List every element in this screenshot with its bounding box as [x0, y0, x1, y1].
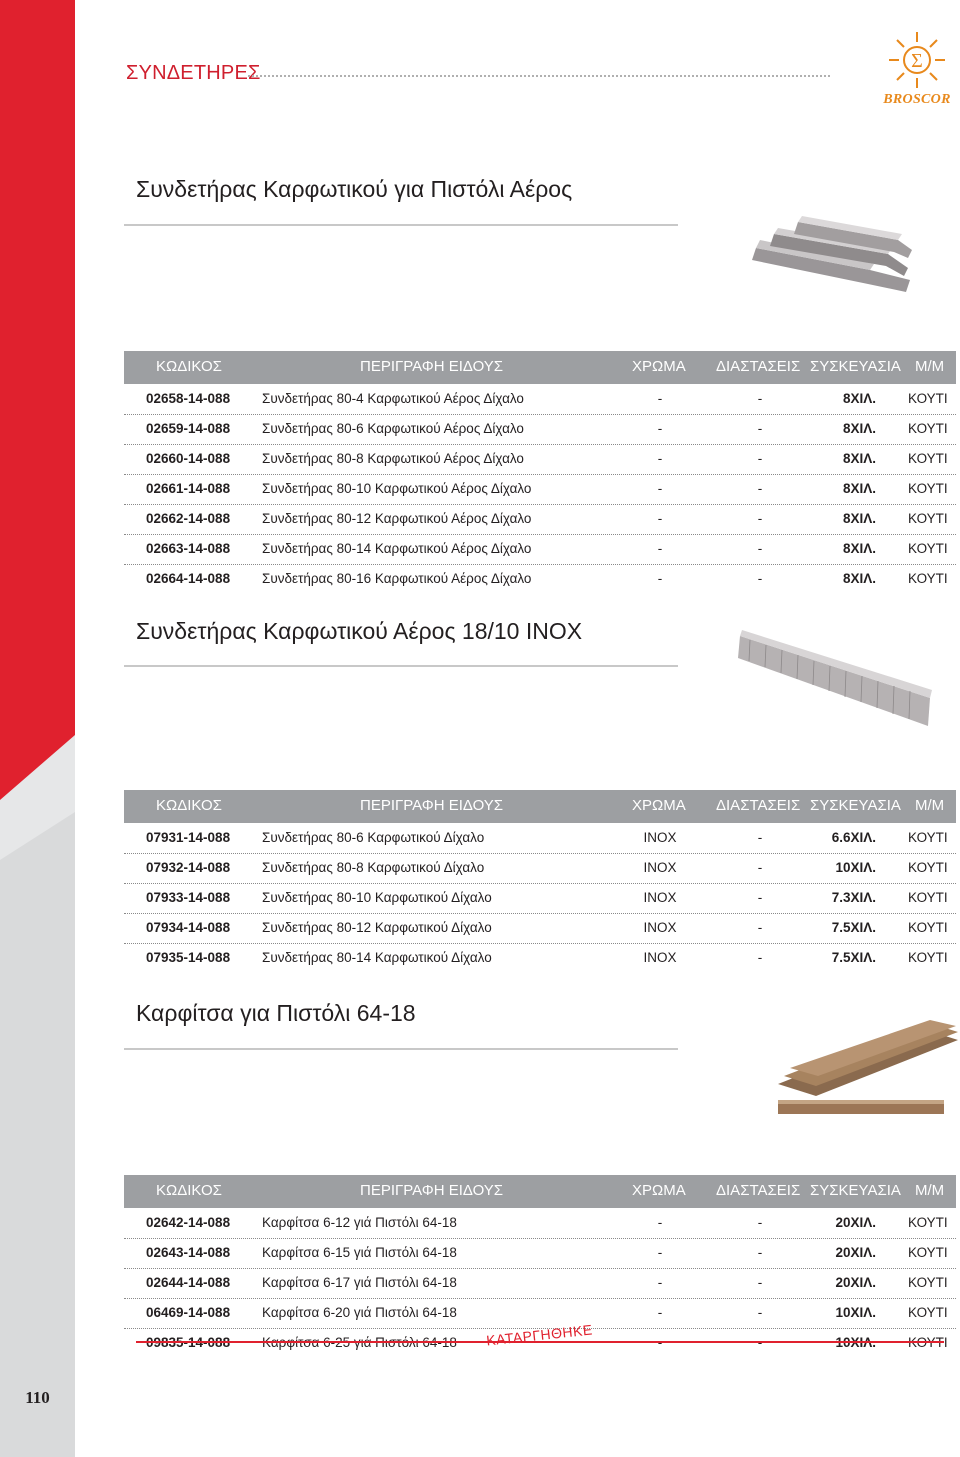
row-description: Συνδετήρας 80-8 Καρφωτικού Δίχαλο [262, 860, 485, 875]
logo-wordmark: BROSCOR [883, 92, 951, 107]
table-row [124, 823, 956, 853]
row-description: Καρφίτσα 6-15 γιά Πιστόλι 64-18 [262, 1245, 457, 1260]
row-dimensions: - [757, 1275, 763, 1290]
row-code: 07932-14-088 [146, 860, 231, 875]
col-unit: Μ/Μ [915, 797, 945, 814]
col-packaging: ΣΥΣΚΕΥΑΣΙΑ [810, 797, 901, 814]
table-row [124, 564, 956, 594]
row-dimensions: - [757, 860, 763, 875]
left-side-strip [0, 0, 75, 1457]
row-color: - [657, 541, 663, 556]
row-code: 02660-14-088 [146, 451, 231, 466]
table-row [124, 1208, 956, 1238]
table-row [124, 913, 956, 943]
category-title: ΣΥΝΔΕΤΗΡΕΣ [126, 62, 261, 84]
row-unit: ΚΟΥΤΙ [908, 391, 948, 406]
row-description: Συνδετήρας 80-10 Καρφωτικού Δίχαλο [262, 890, 492, 905]
row-unit: ΚΟΥΤΙ [908, 1305, 948, 1320]
row-code: 06469-14-088 [146, 1305, 231, 1320]
row-unit: ΚΟΥΤΙ [908, 950, 948, 965]
row-divider [124, 474, 956, 475]
row-packaging: 8ΧΙΛ. [842, 571, 876, 586]
row-description: Συνδετήρας 80-6 Καρφωτικού Δίχαλο [262, 830, 485, 845]
row-dimensions: - [757, 391, 763, 406]
row-unit: ΚΟΥΤΙ [908, 1275, 948, 1290]
row-unit: ΚΟΥΤΙ [908, 1335, 948, 1350]
row-description: Συνδετήρας 80-8 Καρφωτικού Αέρος Δίχαλο [262, 451, 524, 466]
row-description: Συνδετήρας 80-4 Καρφωτικού Αέρος Δίχαλο [262, 391, 524, 406]
row-divider [124, 853, 956, 854]
row-packaging: 8ΧΙΛ. [842, 541, 876, 556]
table-header [124, 351, 956, 384]
section-rule-3 [124, 1048, 678, 1050]
row-dimensions: - [757, 511, 763, 526]
row-unit: ΚΟΥΤΙ [908, 481, 948, 496]
row-dimensions: - [757, 1245, 763, 1260]
row-unit: ΚΟΥΤΙ [908, 511, 948, 526]
row-code: 07933-14-088 [146, 890, 231, 905]
row-description: Καρφίτσα 6-25 γιά Πιστόλι 64-18 [262, 1335, 457, 1350]
red-corner-band [0, 0, 75, 800]
col-description: ΠΕΡΙΓΡΑΦΗ ΕΙΔΟΥΣ [360, 1182, 504, 1199]
row-unit: ΚΟΥΤΙ [908, 571, 948, 586]
row-divider [124, 414, 956, 415]
row-description: Συνδετήρας 80-10 Καρφωτικού Αέρος Δίχαλο [262, 481, 532, 496]
section-rule-2 [124, 665, 678, 667]
row-divider [124, 444, 956, 445]
col-dimensions: ΔΙΑΣΤΑΣΕΙΣ [716, 358, 801, 375]
row-divider [124, 943, 956, 944]
row-divider [124, 1268, 956, 1269]
row-divider [124, 504, 956, 505]
row-unit: ΚΟΥΤΙ [908, 451, 948, 466]
col-packaging: ΣΥΣΚΕΥΑΣΙΑ [810, 358, 901, 375]
row-packaging: 8ΧΙΛ. [842, 481, 876, 496]
row-divider [124, 1298, 956, 1299]
row-code: 07935-14-088 [146, 950, 231, 965]
section-title-2: Συνδετήρας Καρφωτικού Αέρος 18/10 INOX [136, 618, 583, 644]
row-code: 02643-14-088 [146, 1245, 231, 1260]
row-unit: ΚΟΥΤΙ [908, 1215, 948, 1230]
row-code: 02642-14-088 [146, 1215, 231, 1230]
row-code: 09835-14-088 [146, 1335, 231, 1350]
row-dimensions: - [757, 920, 763, 935]
row-code: 07931-14-088 [146, 830, 231, 845]
row-color: - [657, 391, 663, 406]
row-code: 02661-14-088 [146, 481, 231, 496]
col-code: ΚΩΔΙΚΟΣ [156, 358, 222, 375]
row-dimensions: - [757, 1305, 763, 1320]
section-title-3: Καρφίτσα για Πιστόλι 64-18 [136, 1000, 416, 1026]
table-header [124, 1175, 956, 1208]
table-row [124, 943, 956, 973]
table-row [124, 883, 956, 913]
section-title-1: Συνδετήρας Καρφωτικού για Πιστόλι Αέρος [136, 176, 573, 202]
page-number: 110 [25, 1388, 50, 1407]
table-row [124, 1238, 956, 1268]
table-header [124, 790, 956, 823]
brad-nails-image [770, 1020, 960, 1120]
row-code: 02664-14-088 [146, 571, 231, 586]
row-packaging: 8ΧΙΛ. [842, 451, 876, 466]
row-unit: ΚΟΥΤΙ [908, 1245, 948, 1260]
row-packaging: 7.3ΧΙΛ. [831, 890, 876, 905]
table-row [124, 1298, 956, 1328]
table-row [124, 474, 956, 504]
col-color: ΧΡΩΜΑ [632, 1182, 686, 1199]
row-packaging: 8ΧΙΛ. [842, 421, 876, 436]
row-packaging: 7.5ΧΙΛ. [831, 950, 876, 965]
row-dimensions: - [757, 1335, 763, 1350]
staples-image-1 [748, 210, 918, 300]
row-code: 02663-14-088 [146, 541, 231, 556]
col-packaging: ΣΥΣΚΕΥΑΣΙΑ [810, 1182, 901, 1199]
row-unit: ΚΟΥΤΙ [908, 890, 948, 905]
row-dimensions: - [757, 481, 763, 496]
row-code: 02659-14-088 [146, 421, 231, 436]
row-packaging: 10ΧΙΛ. [835, 860, 876, 875]
broscor-logo [877, 28, 957, 120]
row-code: 02644-14-088 [146, 1275, 231, 1290]
row-color: - [657, 1215, 663, 1230]
row-description: Συνδετήρας 80-16 Καρφωτικού Αέρος Δίχαλο [262, 571, 532, 586]
row-description: Συνδετήρας 80-12 Καρφωτικού Δίχαλο [262, 920, 492, 935]
row-dimensions: - [757, 830, 763, 845]
row-divider [124, 913, 956, 914]
row-packaging: 20ΧΙΛ. [835, 1245, 876, 1260]
row-description: Συνδετήρας 80-12 Καρφωτικού Αέρος Δίχαλο [262, 511, 532, 526]
row-color: - [657, 1305, 663, 1320]
discontinued-label: ΚΑΤΑΡΓΗΘΗΚΕ [485, 1321, 594, 1349]
row-code: 07934-14-088 [146, 920, 231, 935]
col-dimensions: ΔΙΑΣΤΑΣΕΙΣ [716, 1182, 801, 1199]
row-packaging: 6.6ΧΙΛ. [831, 830, 876, 845]
table-row [124, 504, 956, 534]
row-description: Καρφίτσα 6-12 γιά Πιστόλι 64-18 [262, 1215, 457, 1230]
row-color: - [657, 1275, 663, 1290]
row-divider [124, 534, 956, 535]
row-description: Συνδετήρας 80-6 Καρφωτικού Αέρος Δίχαλο [262, 421, 524, 436]
row-color: INOX [643, 890, 677, 905]
row-dimensions: - [757, 451, 763, 466]
row-dimensions: - [757, 890, 763, 905]
row-dimensions: - [757, 950, 763, 965]
row-packaging: 8ΧΙΛ. [842, 511, 876, 526]
row-packaging: 20ΧΙΛ. [835, 1215, 876, 1230]
product-table-1 [124, 351, 956, 594]
col-color: ΧΡΩΜΑ [632, 358, 686, 375]
section-rule-1 [124, 224, 678, 226]
staples-image-2 [730, 628, 940, 732]
row-dimensions: - [757, 541, 763, 556]
row-color: - [657, 1245, 663, 1260]
table-row [124, 384, 956, 414]
col-code: ΚΩΔΙΚΟΣ [156, 1182, 222, 1199]
row-description: Καρφίτσα 6-17 γιά Πιστόλι 64-18 [262, 1275, 457, 1290]
row-divider [124, 883, 956, 884]
row-color: - [657, 1335, 663, 1350]
row-packaging: 10ΧΙΛ. [835, 1335, 876, 1350]
row-color: INOX [643, 860, 677, 875]
row-packaging: 7.5ΧΙΛ. [831, 920, 876, 935]
row-description: Καρφίτσα 6-20 γιά Πιστόλι 64-18 [262, 1305, 457, 1320]
row-code: 02658-14-088 [146, 391, 231, 406]
row-packaging: 10ΧΙΛ. [835, 1305, 876, 1320]
row-color: INOX [643, 920, 677, 935]
row-color: INOX [643, 950, 677, 965]
row-description: Συνδετήρας 80-14 Καρφωτικού Δίχαλο [262, 950, 492, 965]
row-dimensions: - [757, 571, 763, 586]
col-unit: Μ/Μ [915, 358, 945, 375]
col-description: ΠΕΡΙΓΡΑΦΗ ΕΙΔΟΥΣ [360, 797, 504, 814]
row-unit: ΚΟΥΤΙ [908, 830, 948, 845]
header-dotted-rule [248, 75, 830, 77]
sun-icon [877, 28, 957, 92]
col-color: ΧΡΩΜΑ [632, 797, 686, 814]
col-unit: Μ/Μ [915, 1182, 945, 1199]
row-packaging: 8ΧΙΛ. [842, 391, 876, 406]
row-unit: ΚΟΥΤΙ [908, 920, 948, 935]
col-dimensions: ΔΙΑΣΤΑΣΕΙΣ [716, 797, 801, 814]
col-code: ΚΩΔΙΚΟΣ [156, 797, 222, 814]
table-row [124, 444, 956, 474]
gray-lower-band [0, 812, 75, 1457]
col-description: ΠΕΡΙΓΡΑΦΗ ΕΙΔΟΥΣ [360, 358, 504, 375]
row-packaging: 20ΧΙΛ. [835, 1275, 876, 1290]
sigma-symbol: Σ [911, 50, 923, 72]
table-row [124, 853, 956, 883]
row-code: 02662-14-088 [146, 511, 231, 526]
row-divider [124, 1238, 956, 1239]
row-divider [124, 564, 956, 565]
row-dimensions: - [757, 421, 763, 436]
row-color: - [657, 511, 663, 526]
product-table-2 [124, 790, 956, 973]
table-row [124, 534, 956, 564]
row-color: - [657, 481, 663, 496]
row-unit: ΚΟΥΤΙ [908, 860, 948, 875]
row-color: INOX [643, 830, 677, 845]
row-color: - [657, 571, 663, 586]
row-color: - [657, 451, 663, 466]
row-description: Συνδετήρας 80-14 Καρφωτικού Αέρος Δίχαλο [262, 541, 532, 556]
row-unit: ΚΟΥΤΙ [908, 421, 948, 436]
row-unit: ΚΟΥΤΙ [908, 541, 948, 556]
table-row [124, 414, 956, 444]
table-row [124, 1268, 956, 1298]
row-dimensions: - [757, 1215, 763, 1230]
row-color: - [657, 421, 663, 436]
